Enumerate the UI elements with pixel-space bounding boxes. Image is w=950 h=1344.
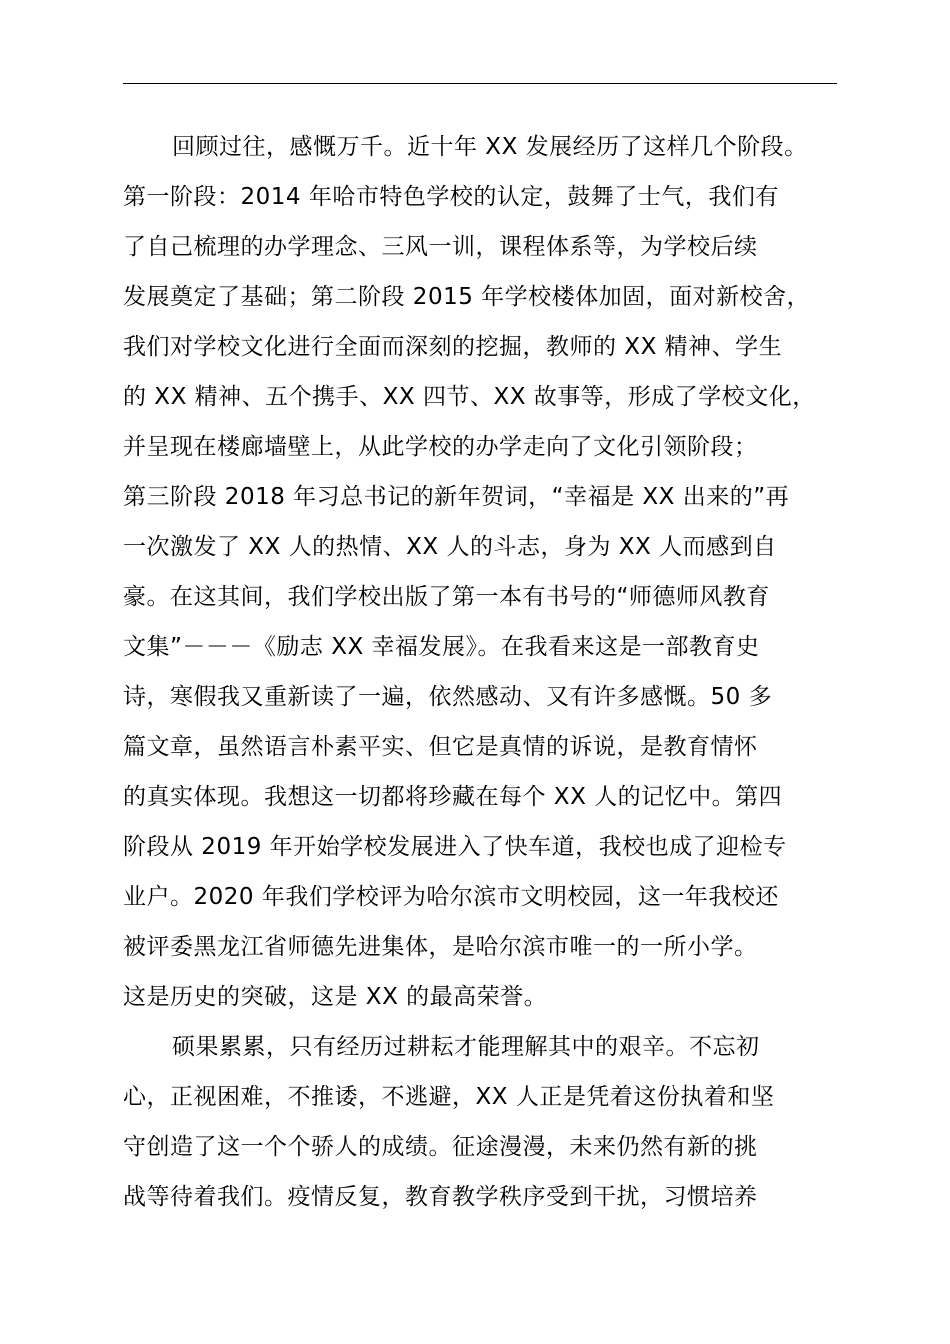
text-line: 第三阶段 2018 年习总书记的新年贺词，“幸福是 XX 出来的”再 bbox=[123, 484, 790, 510]
text-line: 豪。在这其间，我们学校出版了第一本有书号的“师德师风教育 bbox=[123, 584, 770, 610]
paragraph-1 bbox=[123, 122, 863, 1022]
text-line: 文集”－－－《励志 XX 幸福发展》。在我看来这是一部教育史 bbox=[123, 634, 760, 660]
text-line: 我们对学校文化进行全面而深刻的挖掘，教师的 XX 精神、学生 bbox=[123, 334, 783, 360]
text-line: 并呈现在楼廊墙壁上，从此学校的办学走向了文化引领阶段； bbox=[123, 434, 758, 460]
header-rule bbox=[123, 83, 837, 84]
text-line: 守创造了这一个个骄人的成绩。征途漫漫，未来仍然有新的挑 bbox=[123, 1134, 758, 1160]
text-line: 的真实体现。我想这一切都将珍藏在每个 XX 人的记忆中。第四 bbox=[123, 784, 783, 810]
text-line: 硕果累累，只有经历过耕耘才能理解其中的艰辛。不忘初 bbox=[172, 1034, 760, 1060]
text-line: 心，正视困难，不推诿，不逃避，XX 人正是凭着这份执着和坚 bbox=[123, 1084, 775, 1110]
text-line: 发展奠定了基础；第二阶段 2015 年学校楼体加固，面对新校舍， bbox=[123, 284, 811, 310]
text-line: 被评委黑龙江省师德先进集体，是哈尔滨市唯一的一所小学。 bbox=[123, 934, 758, 960]
text-line: 了自己梳理的办学理念、三风一训，课程体系等，为学校后续 bbox=[123, 234, 758, 260]
text-line: 这是历史的突破，这是 XX 的最高荣誉。 bbox=[123, 984, 548, 1010]
text-line: 战等待着我们。疫情反复，教育教学秩序受到干扰，习惯培养 bbox=[123, 1184, 758, 1210]
text-line: 篇文章，虽然语言朴素平实、但它是真情的诉说，是教育情怀 bbox=[123, 734, 758, 760]
body-text bbox=[123, 122, 863, 1222]
paragraph-2 bbox=[123, 1022, 863, 1222]
text-line: 的 XX 精神、五个携手、XX 四节、XX 故事等，形成了学校文化， bbox=[123, 384, 816, 410]
text-line: 回顾过往，感慨万千。近十年 XX 发展经历了这样几个阶段。 bbox=[172, 134, 808, 160]
text-line: 业户。2020 年我们学校评为哈尔滨市文明校园，这一年我校还 bbox=[123, 884, 779, 910]
text-line: 第一阶段：2014 年哈市特色学校的认定，鼓舞了士气，我们有 bbox=[123, 184, 779, 210]
text-line: 诗，寒假我又重新读了一遍，依然感动、又有许多感慨。50 多 bbox=[123, 684, 773, 710]
text-line: 一次激发了 XX 人的热情、XX 人的斗志，身为 XX 人而感到自 bbox=[123, 534, 777, 560]
text-line: 阶段从 2019 年开始学校发展进入了快车道，我校也成了迎检专 bbox=[123, 834, 787, 860]
